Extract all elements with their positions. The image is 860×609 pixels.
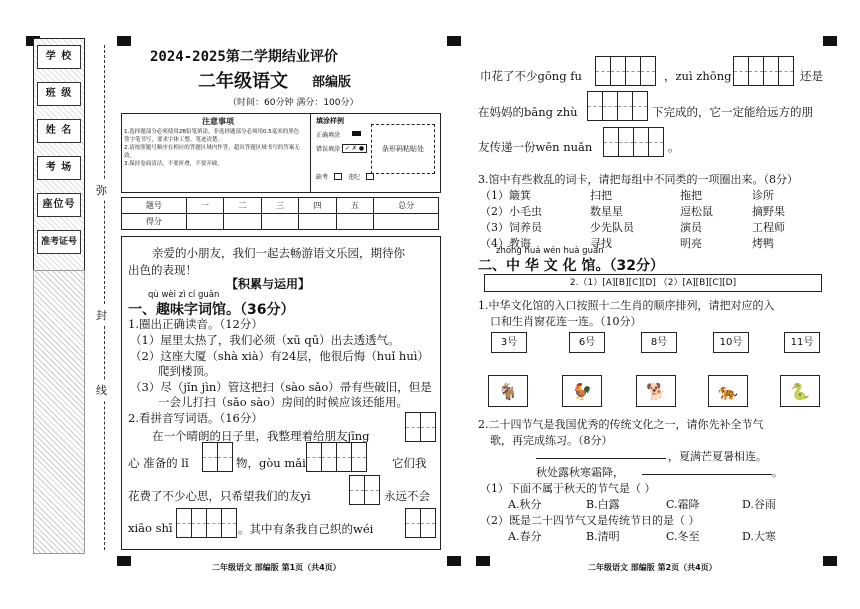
tiger-icon[interactable]: 🐅 <box>708 375 748 407</box>
writing-grid[interactable] <box>306 442 367 472</box>
option[interactable]: A.春分 <box>508 530 542 543</box>
part2-heading: 二、中 华 文 化 馆。（32分） <box>478 258 664 274</box>
question-1-2-cont: 爬到楼顶。 <box>158 364 216 378</box>
writing-grid[interactable] <box>603 127 664 157</box>
word-card[interactable]: 数星星 <box>590 205 623 218</box>
word-card[interactable]: 烤鸭 <box>752 237 774 250</box>
passage-line: 它们我 <box>392 456 427 470</box>
section-title: 【积累与运用】 <box>226 277 311 291</box>
question-4: 1.中华文化馆的入口按照十二生肖的顺序排列，请把对应的入 <box>478 299 775 312</box>
question-5-cont: 歌，再完成练习。（8分） <box>490 434 613 447</box>
wrong-example-icon: ✓ ✗ ● <box>342 144 367 153</box>
question-1-1: （1）屋里太热了，我们必须（xū qū）出去透透气。 <box>130 333 400 347</box>
question-3: 3.馆中有些救乱的词卡，请把每组中不同类的一项圈出来。（8分） <box>478 173 798 186</box>
passage-line: xiāo shī <box>128 521 173 535</box>
goat-icon[interactable]: 🐐 <box>488 375 528 407</box>
passage-line: 在一个晴朗的日子里，我整理着给朋友jīng <box>152 429 370 443</box>
dog-icon[interactable]: 🐕 <box>636 375 676 407</box>
fill-blank[interactable] <box>536 458 666 459</box>
intro-line: 出色的表现！ <box>128 263 197 277</box>
option[interactable]: B.清明 <box>586 530 620 543</box>
notice-item: 2.请按照题号顺序在相应的答题区域内作答，超出答题区域书写的答案无效。 <box>124 145 300 159</box>
solar-term-end: 。 <box>772 466 783 479</box>
passage-line: 还是 <box>800 69 823 83</box>
notice-item: 1.选择题部分必须使用2B铅笔填涂，非选择题部分必须用0.5毫米的黑色签字笔书写，要求字体工整、笔迹清楚。 <box>124 129 300 143</box>
question-1: 1.圈出正确读音。（12分） <box>128 317 263 331</box>
word-row: （1）簸箕 <box>480 189 531 202</box>
class-field[interactable]: 班 级 <box>37 82 81 106</box>
filled-example-icon <box>352 131 361 136</box>
part1-heading: 一、趣味字词馆。（36分） <box>128 302 295 318</box>
seat-number-field[interactable]: 座位号 <box>37 193 81 217</box>
passage-line: 永远不会 <box>384 489 430 503</box>
barcode-area: 条形码粘贴处 <box>371 124 435 174</box>
binding-char: 线 <box>96 380 107 400</box>
passage-line: 下完成的，它一定能给远方的朋 <box>652 105 813 119</box>
registration-mark <box>447 556 461 566</box>
table-cell: 五 <box>336 198 373 214</box>
door-number[interactable]: 11号 <box>784 332 820 353</box>
score-table <box>121 197 439 230</box>
missing-label: 缺考 <box>316 174 329 181</box>
score-row <box>122 214 439 230</box>
notice-items <box>124 128 304 168</box>
option[interactable]: D.谷雨 <box>742 498 776 511</box>
binding-char: 封 <box>96 305 107 325</box>
passage-line: ，zuì zhōng <box>664 69 732 83</box>
table-cell: 一 <box>186 198 223 214</box>
exam-title: 2024-2025第二学期结业评价 <box>150 49 338 65</box>
option[interactable]: C.冬至 <box>666 530 700 543</box>
snake-icon[interactable]: 🐍 <box>780 375 820 407</box>
notice-panel <box>121 113 441 193</box>
writing-grid[interactable] <box>176 508 237 538</box>
registration-mark <box>823 556 837 566</box>
door-number[interactable]: 6号 <box>569 332 605 353</box>
notice-title: 注意事项 <box>202 117 234 126</box>
word-card[interactable]: 逗松鼠 <box>680 205 713 218</box>
passage-line: 花费了不少心思，只希望我们的友yì <box>128 489 311 503</box>
school-field[interactable]: 学 校 <box>37 45 81 69</box>
page-footer-left: 二年级语文 部编版 第1页（共4页） <box>212 563 341 572</box>
question-5-1: （1）下面不属于秋天的节气是（ ） <box>480 482 656 495</box>
passage-line: 在妈妈的bāng zhù <box>478 105 578 119</box>
question-1-3-cont: 一会儿打扫（sǎo sào）房间的时候应该还能用。 <box>158 395 409 409</box>
question-4-cont: 口和生肖窗花连一连。（10分） <box>490 315 642 328</box>
rooster-icon[interactable]: 🐓 <box>562 375 602 407</box>
score-header-row <box>122 198 439 214</box>
option[interactable]: D.大寒 <box>742 530 776 543</box>
writing-grid[interactable] <box>405 412 436 442</box>
pinyin-annotation: qù wèi zì cí guǎn <box>148 290 220 300</box>
door-number[interactable]: 8号 <box>641 332 677 353</box>
table-cell: 三 <box>261 198 298 214</box>
writing-grid[interactable] <box>733 56 794 86</box>
word-card[interactable]: 拖把 <box>680 189 702 202</box>
question-1-2: （2）这座大厦（shà xià）有24层，他很后悔（huǐ huì） <box>130 349 429 363</box>
option[interactable]: B.白露 <box>586 498 620 511</box>
wrong-label: 错误填涂 <box>316 146 341 153</box>
passage-line: 。其中有条我自己织的wéi <box>238 522 374 536</box>
word-card[interactable]: （3）饲养员 <box>480 221 542 234</box>
passage-line: 友传递一份wēn nuǎn <box>478 140 593 154</box>
notice-item: 3.保持卷面清洁，不要折叠，不要弄破。 <box>124 161 223 167</box>
example-title: 填涂样例 <box>316 117 344 125</box>
page-footer-right: 二年级语文 部编版 第2页（共4页） <box>588 563 717 572</box>
door-number[interactable]: 3号 <box>491 332 527 353</box>
table-cell: 得分 <box>122 214 187 230</box>
question-5: 2.二十四节气是我国优秀的传统文化之一，请你先补全节气 <box>478 418 764 431</box>
answer-choice-box[interactable]: 2.（1）[A][B][C][D] （2）[A][B][C][D] <box>484 274 822 292</box>
passage-line: 巾花了不少gōng fu <box>480 69 582 83</box>
fill-blank[interactable] <box>642 474 772 475</box>
question-2: 2.看拼音写词语。（16分） <box>128 411 263 425</box>
writing-grid[interactable] <box>405 508 436 538</box>
writing-grid[interactable] <box>349 475 380 505</box>
registration-mark <box>823 36 837 46</box>
name-field[interactable]: 姓 名 <box>37 119 81 143</box>
door-number[interactable]: 10号 <box>713 332 749 353</box>
word-card[interactable]: 摘野果 <box>752 205 785 218</box>
word-card[interactable]: 寻找 <box>590 237 612 250</box>
exam-subtitle: 二年级语文 <box>198 71 288 92</box>
writing-grid[interactable] <box>595 56 656 86</box>
solar-term-line: 秋处露秋寒霜降， <box>536 466 624 479</box>
word-card[interactable]: （4）教诲 <box>480 237 531 250</box>
option[interactable]: A.秋分 <box>508 498 542 511</box>
student-info-panel <box>33 38 85 272</box>
binding-dashed-line <box>104 45 105 550</box>
question-5-2: （2）既是二十四节气又是传统节日的是（ ） <box>480 514 700 527</box>
exam-room-field[interactable]: 考 场 <box>37 156 81 180</box>
word-card[interactable]: 扫把 <box>590 189 612 202</box>
table-cell: 题号 <box>122 198 187 214</box>
registration-mark <box>447 36 461 46</box>
intro-line: 亲爱的小朋友，我们一起去畅游语文乐园，期待你 <box>152 246 405 260</box>
registration-mark <box>476 556 490 566</box>
word-card[interactable]: （2）小毛虫 <box>480 205 542 218</box>
writing-grid[interactable] <box>202 442 233 472</box>
time-info: （时间：60分钟 满分：100分） <box>228 98 359 108</box>
violation-label: 违纪 <box>348 174 361 181</box>
writing-grid[interactable] <box>587 91 648 121</box>
question-1-3: （3）尽（jǐn jìn）管这把扫（sào sǎo）帚有些破旧，但是 <box>130 380 432 394</box>
option[interactable]: C.霜降 <box>666 498 700 511</box>
edition-label: 部编版 <box>312 75 352 90</box>
hatched-margin <box>33 270 85 554</box>
table-cell: 二 <box>224 198 261 214</box>
registration-mark <box>117 556 131 566</box>
passage-line: 。 <box>668 140 680 154</box>
word-card[interactable]: 诊所 <box>752 189 774 202</box>
passage-line: 心 准备的 lǐ <box>128 456 189 470</box>
passage-line: 物，gòu mǎi <box>236 456 306 470</box>
table-cell: 四 <box>299 198 336 214</box>
exam-id-field[interactable]: 准考证号 <box>37 230 81 254</box>
binding-char: 弥 <box>96 180 107 200</box>
solar-term-line: ，夏满芒夏暑相连。 <box>668 450 767 463</box>
word-card[interactable]: 明亮 <box>680 237 702 250</box>
table-cell: 总分 <box>374 198 439 214</box>
word-card[interactable]: 少先队员 <box>590 221 634 234</box>
word-card[interactable]: 演员 <box>680 221 702 234</box>
registration-mark <box>117 36 131 46</box>
pinyin-annotation: zhōng huá wén huà guǎn <box>496 246 604 256</box>
correct-label: 正确填涂 <box>316 132 341 139</box>
word-card[interactable]: 工程师 <box>752 221 785 234</box>
